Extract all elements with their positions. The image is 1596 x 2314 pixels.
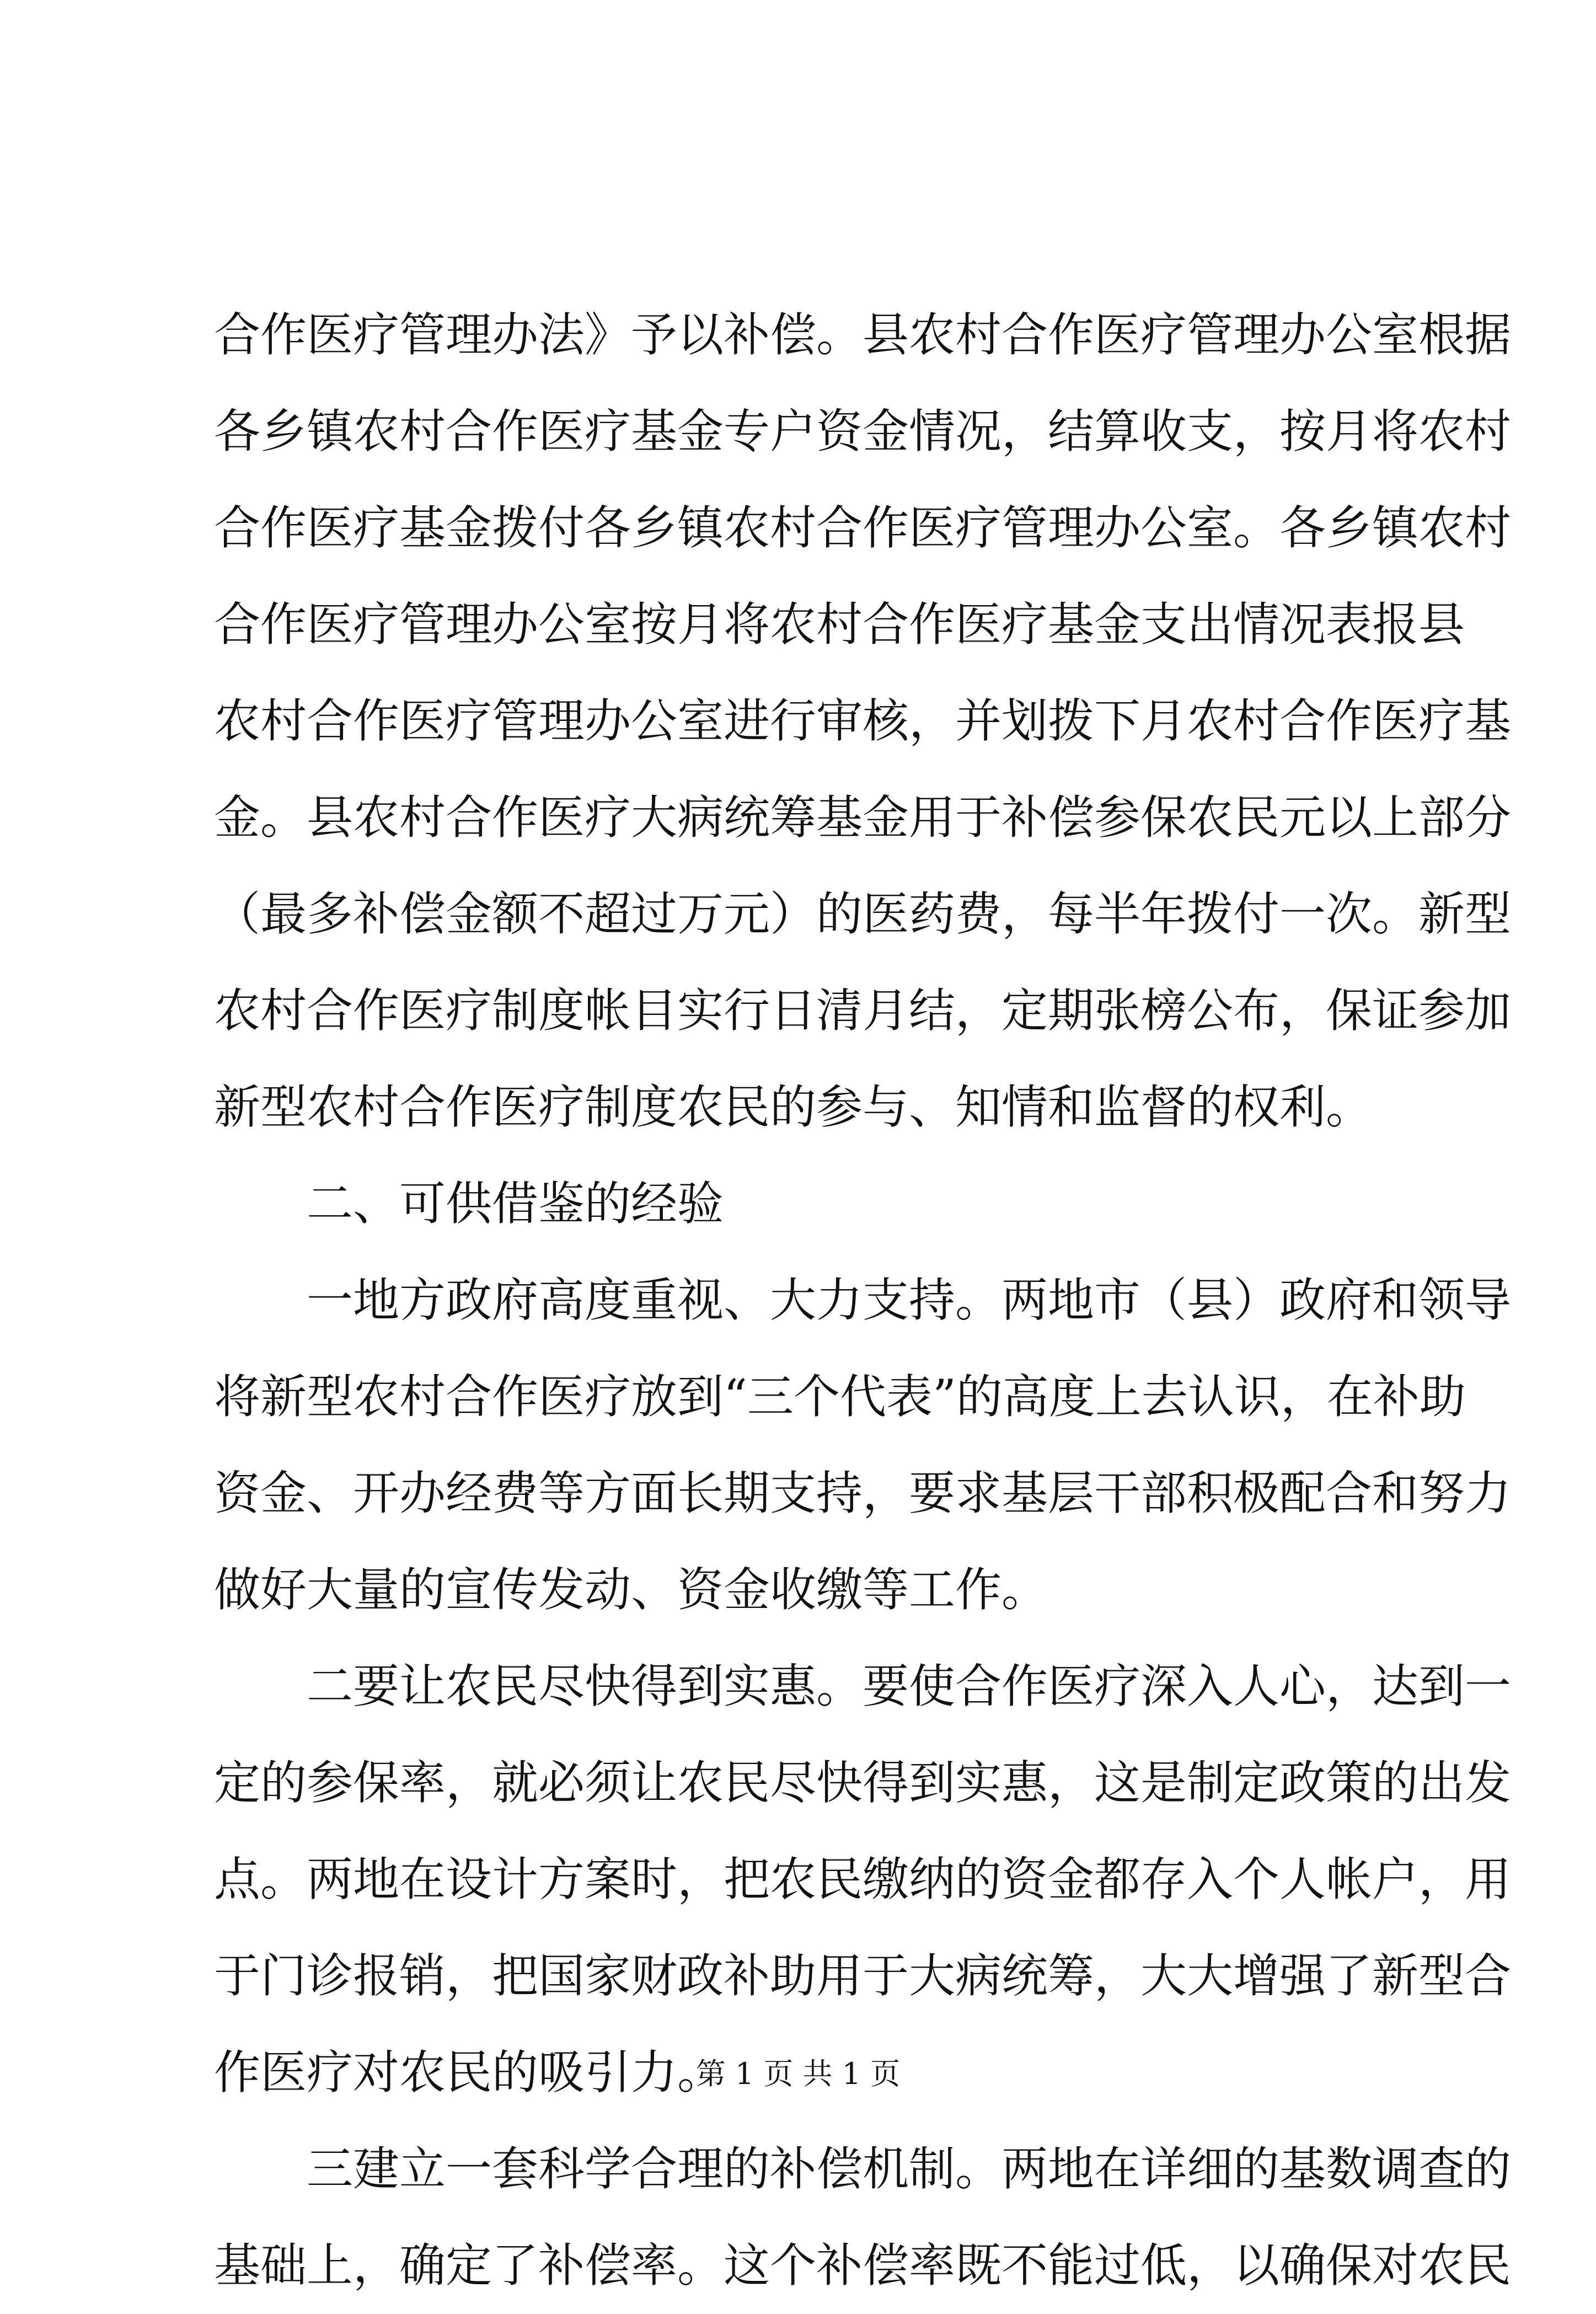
body-line: 点。两地在设计方案时，把农民缴纳的资金都存入个人帐户，用 xyxy=(214,1852,1512,1906)
body-line: 农村合作医疗制度帐目实行日清月结，定期张榜公布，保证参加 xyxy=(214,984,1512,1038)
paragraph-first-line: 三建立一套科学合理的补偿机制。两地在详细的基数调查的 xyxy=(307,2142,1512,2196)
body-line: 做好大量的宣传发动、资金收缴等工作。 xyxy=(214,1563,1048,1617)
body-line: 作医疗对农民的吸引力。 xyxy=(214,2045,724,2099)
body-line: 农村合作医疗管理办公室进行审核，并划拨下月农村合作医疗基 xyxy=(214,694,1512,748)
body-line: 于门诊报销，把国家财政补助用于大病统筹，大大增强了新型合 xyxy=(214,1949,1512,2003)
body-line: 资金、开办经费等方面长期支持，要求基层干部积极配合和努力 xyxy=(214,1466,1512,1520)
body-line: 合作医疗管理办公室按月将农村合作医疗基金支出情况表报县 xyxy=(214,597,1465,651)
paragraph-first-line: 一地方政府高度重视、大力支持。两地市（县）政府和领导 xyxy=(307,1273,1512,1327)
body-line: 金。县农村合作医疗大病统筹基金用于补偿参保农民元以上部分 xyxy=(214,790,1512,845)
body-line: 合作医疗基金拨付各乡镇农村合作医疗管理办公室。各乡镇农村 xyxy=(214,501,1512,555)
paragraph-first-line: 二要让农民尽快得到实惠。要使合作医疗深入人心，达到一 xyxy=(307,1659,1512,1713)
page-footer: 第 1 页 共 1 页 xyxy=(695,2056,901,2091)
body-line: 新型农村合作医疗制度农民的参与、知情和监督的权利。 xyxy=(214,1080,1373,1134)
body-line: 将新型农村合作医疗放到“三个代表”的高度上去认识，在补助 xyxy=(214,1370,1466,1424)
body-line: 基础上，确定了补偿率。这个补偿率既不能过低，以确保对农民 xyxy=(214,2238,1512,2292)
document-body xyxy=(214,287,1512,2314)
body-line: 定的参保率，就必须让农民尽快得到实惠，这是制定政策的出发 xyxy=(214,1756,1512,1810)
body-line: 各乡镇农村合作医疗基金专户资金情况，结算收支，按月将农村 xyxy=(214,404,1512,458)
body-line: （最多补偿金额不超过万元）的医药费，每半年拨付一次。新型 xyxy=(214,887,1512,941)
body-line: 合作医疗管理办法》予以补偿。县农村合作医疗管理办公室根据 xyxy=(214,308,1512,362)
section-heading: 二、可供借鉴的经验 xyxy=(307,1177,724,1231)
